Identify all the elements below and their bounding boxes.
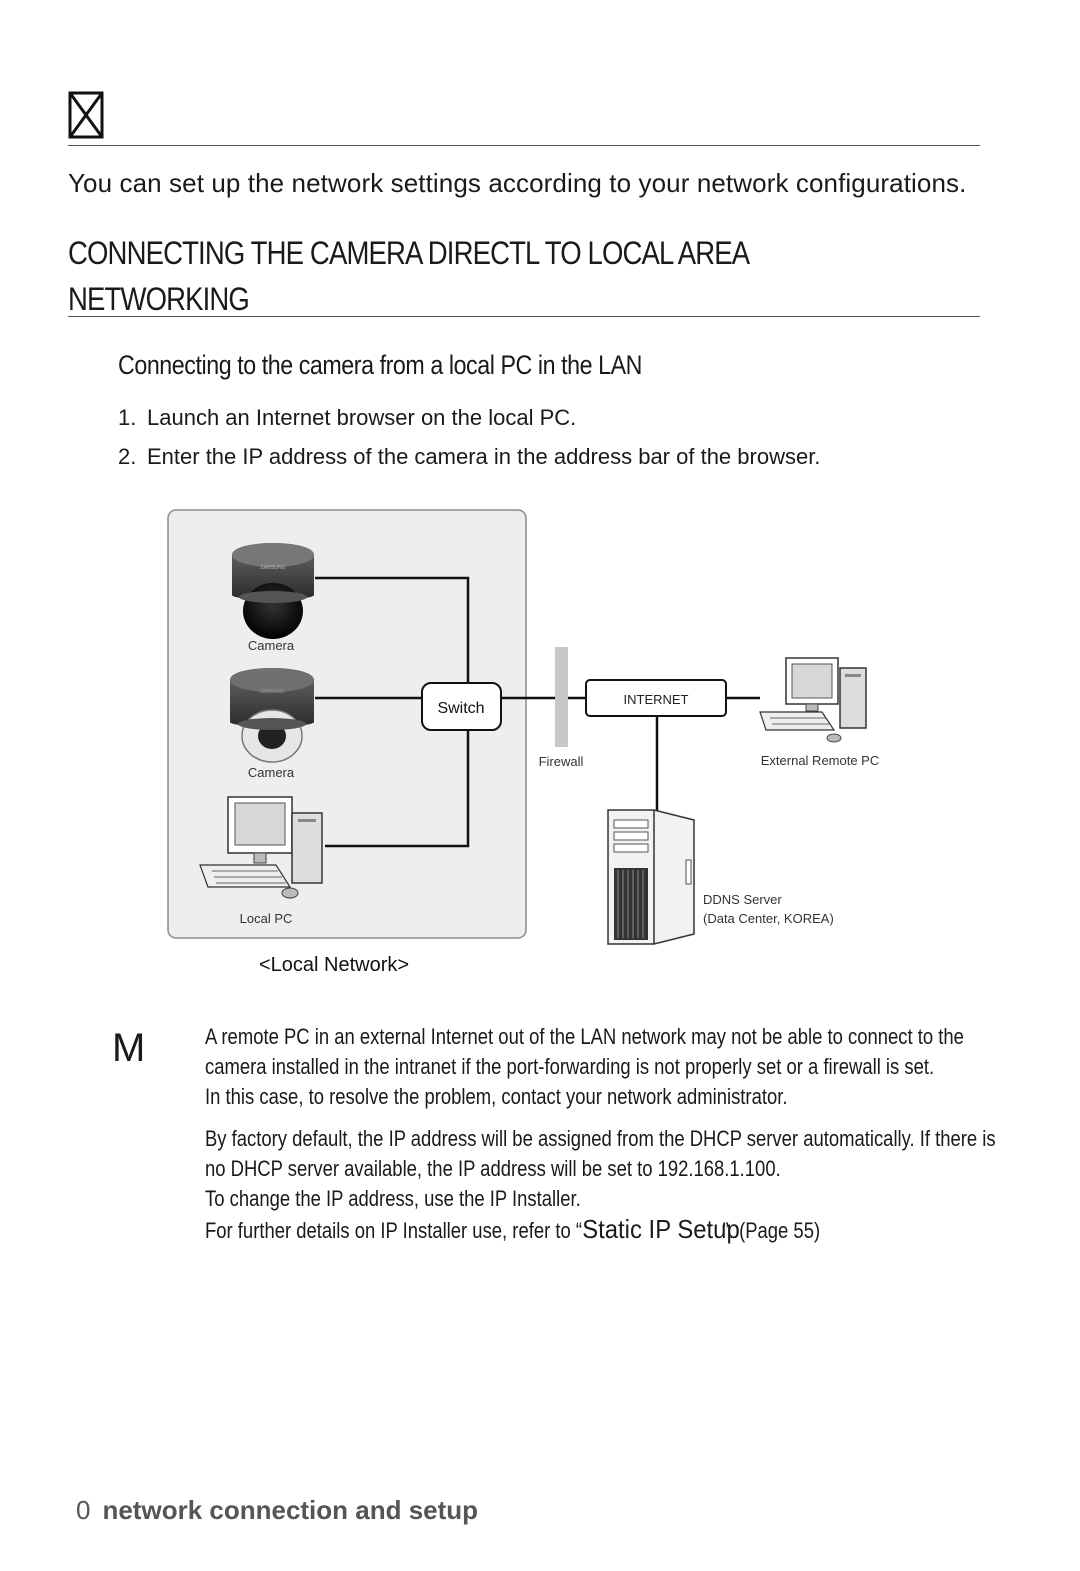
switch-label: Switch bbox=[437, 700, 485, 717]
note-line: By factory default, the IP address will be assigned from the DHCP server automatically. If there is bbox=[205, 1126, 996, 1151]
camera-brand-mark: SAMSUNG bbox=[260, 565, 286, 571]
camera-label: Camera bbox=[247, 765, 295, 780]
external-pc-label: External Remote PC bbox=[760, 753, 880, 768]
step-text: Launch an Internet browser on the local PC. bbox=[147, 405, 577, 430]
note-line-reference bbox=[205, 1214, 1009, 1246]
section-heading-line1: CONNECTING THE CAMERA DIRECTL TO LOCAL AREA bbox=[68, 235, 750, 271]
page-number: 0 bbox=[76, 1495, 91, 1525]
step-1 bbox=[118, 405, 576, 431]
step-number: 2. bbox=[118, 444, 137, 469]
local-pc-label: Local PC bbox=[239, 911, 293, 926]
step-2 bbox=[118, 444, 820, 470]
network-diagram bbox=[160, 500, 900, 990]
note-paragraph-2 bbox=[205, 1124, 1009, 1246]
step-number: 1. bbox=[118, 405, 137, 430]
external-pc-icon bbox=[760, 658, 866, 742]
note-line: In this case, to resolve the problem, contact your network administrator. bbox=[205, 1084, 788, 1109]
step-text: Enter the IP address of the camera in the address bar of the browser. bbox=[147, 444, 821, 469]
subheading: Connecting to the camera from a local PC in the LAN bbox=[118, 350, 643, 380]
heading-rule bbox=[68, 316, 980, 317]
note-line: camera installed in the intranet if the port-forwarding is not properly set or a firewall is set. bbox=[205, 1054, 935, 1079]
firewall-icon bbox=[555, 647, 568, 747]
note-paragraph-1 bbox=[205, 1022, 1009, 1112]
static-ip-setup-link[interactable]: Static IP Setup bbox=[582, 1214, 740, 1244]
ddns-server-icon bbox=[608, 810, 694, 944]
section-heading-line2: NETWORKING bbox=[68, 281, 249, 317]
camera-brand-mark: SAMSUNG bbox=[259, 689, 285, 695]
ddns-location-label: (Data Center, KOREA) bbox=[703, 911, 834, 926]
note-line: no DHCP server available, the IP address will be set to 192.168.1.100. bbox=[205, 1156, 781, 1181]
intro-text: You can set up the network settings according to your network configurations. bbox=[68, 168, 967, 198]
ddns-server-label: DDNS Server bbox=[703, 892, 782, 907]
internet-label: INTERNET bbox=[623, 692, 689, 707]
diagram-caption: <Local Network> bbox=[258, 954, 410, 976]
note-icon: M bbox=[112, 1026, 146, 1070]
reference-suffix: ”. (Page 55) bbox=[722, 1218, 821, 1243]
firewall-label: Firewall bbox=[538, 754, 584, 769]
missing-glyph-icon bbox=[68, 91, 104, 139]
title-rule bbox=[68, 145, 980, 146]
note-line: A remote PC in an external Internet out of the LAN network may not be able to connect to the bbox=[205, 1024, 964, 1049]
reference-prefix: For further details on IP Installer use, refer to “ bbox=[205, 1218, 583, 1243]
footer-section-title: network connection and setup bbox=[102, 1495, 479, 1525]
note-line: To change the IP address, use the IP Installer. bbox=[205, 1186, 581, 1211]
section-heading bbox=[68, 230, 749, 322]
page-footer bbox=[76, 1495, 478, 1526]
camera-label: Camera bbox=[247, 638, 295, 653]
